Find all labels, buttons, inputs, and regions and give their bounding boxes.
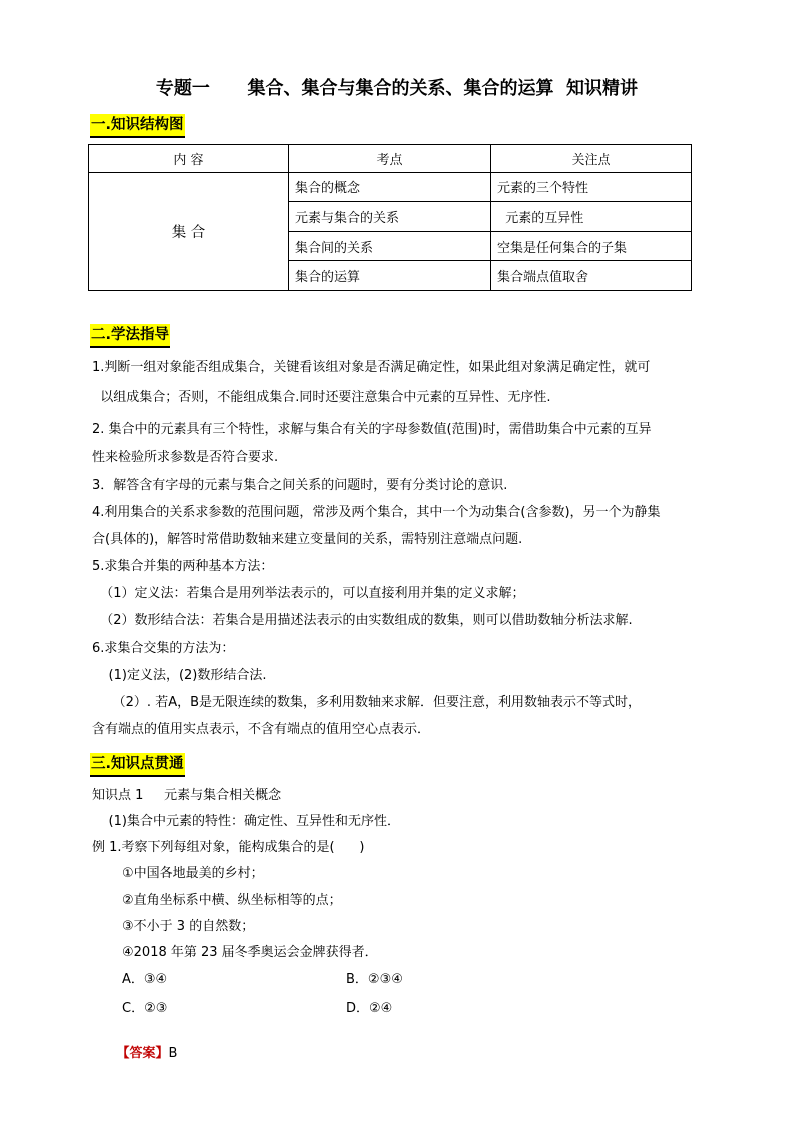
example-item: ③不小于 3 的自然数；: [122, 919, 255, 934]
guide-line: 3．解答含有字母的元素与集合之间关系的问题时，要有分类讨论的意识.: [92, 478, 508, 493]
section-heading-structure: 一.知识结构图: [90, 114, 185, 138]
guide-line: 6.求集合交集的方法为：: [92, 641, 235, 656]
table-cell: 元素的三个特性: [491, 172, 692, 202]
guide-line: 以组成集合；否则，不能组成集合.同时还要注意集合中元素的互异性、无序性.: [92, 390, 551, 405]
table-header-cell: 考点: [289, 145, 491, 173]
table-header-row: [89, 145, 692, 173]
guide-line: (1)定义法，(2)数形结合法.: [92, 668, 267, 683]
example-item: ④2018 年第 23 届冬季奥运会金牌获得者．: [122, 945, 378, 960]
section-heading-knowledge: 三.知识点贯通: [90, 753, 185, 777]
table-row: [89, 172, 692, 202]
table-header-cell: 关注点: [491, 145, 692, 173]
answer-option-a: A．③④: [122, 972, 168, 987]
table-cell: 元素的互异性: [491, 202, 692, 232]
answer-option-b: B．②③④: [346, 972, 403, 987]
answer-line: [100, 1027, 177, 1081]
guide-line: 合(具体的)，解答时常借助数轴来建立变量间的关系，需特别注意端点问题.: [92, 532, 523, 547]
answer-value: B: [168, 1046, 178, 1061]
knowledge-point-title: 知识点 1 元素与集合相关概念: [92, 788, 282, 803]
table-cell: 集合间的关系: [289, 231, 491, 261]
example-question: 例 1.考察下列每组对象，能构成集合的是( ): [92, 840, 365, 855]
example-item: ②直角坐标系中横、纵坐标相等的点；: [122, 893, 342, 908]
guide-line: 5.求集合并集的两种基本方法：: [92, 559, 274, 574]
page-title: 专题一 集合、集合与集合的关系、集合的运算 知识精讲: [155, 78, 639, 99]
guide-line: 含有端点的值用实点表示，不含有端点的值用空心点表示．: [92, 722, 431, 737]
knowledge-point-desc: (1)集合中元素的特性：确定性、互异性和无序性．: [92, 814, 400, 829]
section-heading-guide: 二.学法指导: [90, 324, 170, 348]
answer-option-c: C．②③: [122, 1001, 168, 1016]
guide-line: 1.判断一组对象能否组成集合，关键看该组对象是否满足确定性，如果此组对象满足确定性，就可: [92, 360, 651, 375]
guide-line: 2. 集合中的元素具有三个特性，求解与集合有关的字母参数值(范围)时，需借助集合中元素的互异: [92, 422, 652, 437]
guide-line: （2）数形结合法：若集合是用描述法表示的由实数组成的数集，则可以借助数轴分析法求解.: [92, 613, 633, 628]
knowledge-structure-table: [88, 144, 692, 291]
answer-option-d: D．②④: [346, 1001, 393, 1016]
table-cell: 集合端点值取舍: [491, 261, 692, 291]
table-cell: 元素与集合的关系: [289, 202, 491, 232]
table-cell: 空集是任何集合的子集: [491, 231, 692, 261]
table-subject-cell: 集 合: [89, 172, 289, 290]
table-cell: 集合的运算: [289, 261, 491, 291]
table-cell: 集合的概念: [289, 172, 491, 202]
guide-line: （1）定义法：若集合是用列举法表示的，可以直接利用并集的定义求解；: [92, 586, 525, 601]
guide-line: 性来检验所求参数是否符合要求.: [92, 450, 279, 465]
example-item: ①中国各地最美的乡村；: [122, 866, 264, 881]
guide-line: 4.利用集合的关系求参数的范围问题，常涉及两个集合，其中一个为动集合(含参数)，另一个为静集: [92, 505, 661, 520]
answer-label: 【答案】: [116, 1046, 169, 1061]
table-header-cell: 内 容: [89, 145, 289, 173]
guide-line: （2）. 若A，B是无限连续的数集，多利用数轴来求解．但要注意，利用数轴表示不等式时，: [92, 695, 642, 710]
